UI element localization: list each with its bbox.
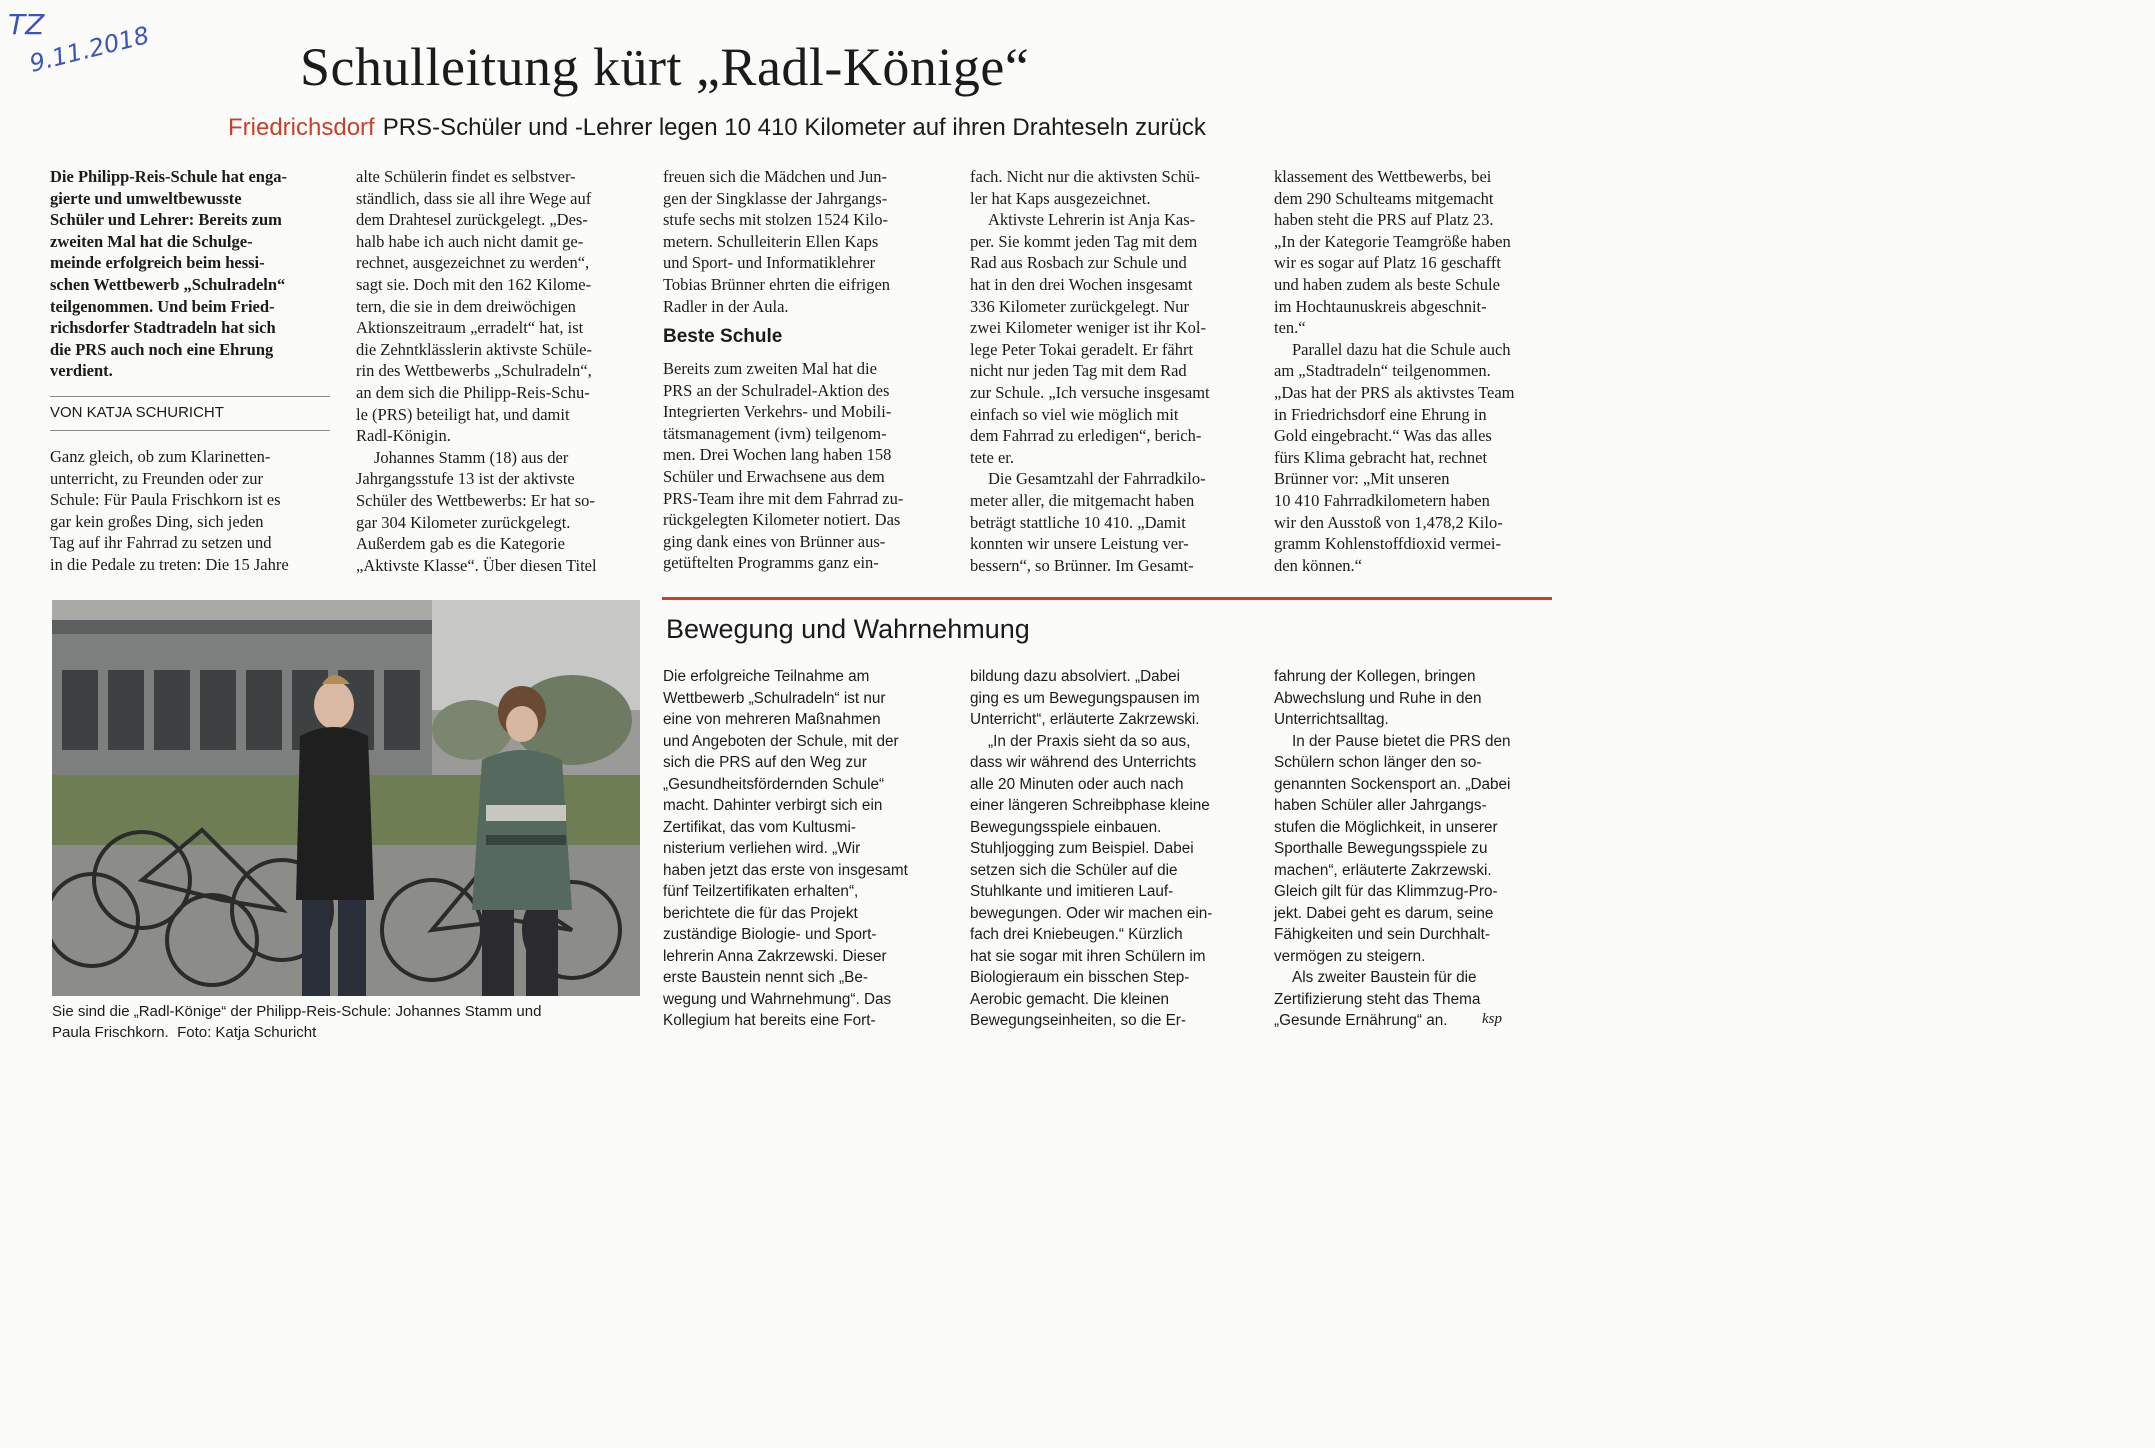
text-line: wegung und Wahrnehmung“. Das bbox=[663, 990, 892, 1008]
text-line: Parallel dazu hat die Schule auch bbox=[1292, 339, 1511, 359]
text-line: Fähigkeiten und sein Durchhalt- bbox=[1274, 926, 1490, 943]
text-line: dass wir während des Unterrichts bbox=[970, 754, 1197, 771]
text-line: meinde erfolgreich beim hessi- bbox=[50, 253, 265, 273]
text-line: hat sie sogar mit ihren Schülern im bbox=[970, 947, 1206, 965]
text-line: Bewegungsspiele einbauen. bbox=[970, 818, 1162, 836]
text-line: Zertifikat, das vom Kultusmi- bbox=[663, 818, 856, 836]
text-line: getüftelten Programms ganz ein- bbox=[663, 553, 879, 573]
text-line: schen Wettbewerb „Schulradeln“ bbox=[50, 274, 286, 294]
text-line: verdient. bbox=[50, 361, 113, 381]
lead-divider bbox=[50, 396, 330, 397]
text-line: „Das hat der PRS als aktivstes Team bbox=[1274, 382, 1515, 402]
text-line: ging es um Bewegungspausen im bbox=[970, 689, 1200, 707]
text-line: wir den Ausstoß von 1,478,2 Kilo- bbox=[1274, 512, 1503, 532]
article-headline: Schulleitung kürt „Radl-Könige“ bbox=[300, 37, 1030, 97]
text-line: tern, die sie in dem dreiwöchigen bbox=[356, 296, 576, 316]
text-line: Stuhljogging zum Beispiel. Dabei bbox=[970, 840, 1194, 857]
text-line: stufen die Möglichkeit, in unserer bbox=[1274, 818, 1498, 836]
handnote-date: 9.11.2018 bbox=[26, 21, 152, 78]
author-signature: ksp bbox=[1482, 1011, 1502, 1027]
text-line: ständlich, dass sie all ihre Wege auf bbox=[356, 188, 592, 208]
column-5-text bbox=[1274, 166, 1554, 576]
second-column-1-text bbox=[663, 666, 953, 1032]
text-line: gen der Singklasse der Jahrgangs- bbox=[663, 188, 888, 208]
text-line: dem Fahrrad zu erledigen“, berich- bbox=[970, 426, 1202, 446]
text-line: lege Peter Tokai geradelt. Er fährt bbox=[970, 339, 1194, 359]
text-line: bewegungen. Oder wir machen ein- bbox=[970, 904, 1213, 922]
text-line: „In der Kategorie Teamgröße haben bbox=[1274, 231, 1511, 251]
text-line: In der Pause bietet die PRS den bbox=[1292, 732, 1511, 750]
text-line: jekt. Dabei geht es darum, seine bbox=[1274, 904, 1494, 922]
article-photo bbox=[52, 600, 640, 996]
text-line: PRS an der Schulradel-Aktion des bbox=[663, 380, 890, 400]
text-line: Tobias Brünner ehrten die eifrigen bbox=[663, 274, 891, 294]
text-line: vermögen zu steigern. bbox=[1274, 947, 1426, 965]
text-line: sich die PRS auf den Weg zur bbox=[663, 754, 867, 771]
text-line: haben Schüler aller Jahrgangs- bbox=[1274, 797, 1487, 814]
text-line: unterricht, zu Freunden oder zur bbox=[50, 468, 264, 488]
text-line: einer längeren Schreibphase kleine bbox=[970, 797, 1210, 814]
text-line: Als zweiter Baustein für die bbox=[1292, 969, 1477, 986]
text-line: beträgt stattliche 10 410. „Damit bbox=[970, 512, 1186, 532]
text-line: einfach so viel wie möglich mit bbox=[970, 404, 1179, 424]
text-line: Bewegungseinheiten, so die Er- bbox=[970, 1012, 1186, 1029]
text-line: zwei Kilometer weniger ist ihr Kol- bbox=[970, 318, 1206, 338]
text-line: Radler in der Aula. bbox=[663, 296, 789, 316]
handnote-line1: TZ bbox=[8, 8, 45, 41]
column-2-text bbox=[356, 166, 636, 576]
text-line: haben jetzt das erste von insgesamt bbox=[663, 861, 908, 879]
text-line: „Gesundheitsfördernden Schule“ bbox=[663, 775, 885, 793]
text-line: Die Gesamtzahl der Fahrradkilo- bbox=[988, 469, 1206, 489]
second-article-heading: Bewegung und Wahrnehmung bbox=[666, 614, 1030, 644]
text-line: alte Schülerin findet es selbstver- bbox=[356, 167, 576, 186]
text-line: rin des Wettbewerbs „Schulradeln“, bbox=[356, 361, 592, 381]
text-line: genannten Sockensport an. „Dabei bbox=[1274, 775, 1511, 793]
column-1-text bbox=[50, 446, 330, 576]
text-line: am „Stadtradeln“ teilgenommen. bbox=[1274, 361, 1491, 381]
text-line: Die Philipp-Reis-Schule hat enga- bbox=[50, 167, 287, 186]
text-line: nicht nur jeden Tag mit dem Rad bbox=[970, 361, 1187, 381]
column-3-text bbox=[663, 166, 943, 317]
text-line: wir es sogar auf Platz 16 geschafft bbox=[1274, 253, 1501, 273]
text-line: alle 20 Minuten oder auch nach bbox=[970, 775, 1184, 793]
text-line: rückgelegten Kilometer notiert. Das bbox=[663, 510, 901, 530]
text-line: fach drei Kniebeugen.“ Kürzlich bbox=[970, 926, 1183, 943]
second-column-2-text bbox=[970, 666, 1260, 1032]
text-line: freuen sich die Mädchen und Jun- bbox=[663, 167, 888, 186]
text-line: 336 Kilometer zurückgelegt. Nur bbox=[970, 296, 1190, 316]
text-line: gar kein großes Ding, sich jeden bbox=[50, 511, 264, 531]
text-line: hat in den drei Wochen insgesamt bbox=[970, 274, 1193, 294]
text-line: Kollegium hat bereits eine Fort- bbox=[663, 1012, 876, 1029]
text-line: bessern“, so Brünner. Im Gesamt- bbox=[970, 555, 1194, 575]
text-line: zur Schule. „Ich versuche insgesamt bbox=[970, 382, 1210, 402]
column-3b-text bbox=[663, 358, 943, 574]
text-line: le (PRS) beteiligt hat, und damit bbox=[356, 404, 570, 424]
text-line: Brünner vor: „Mit unseren bbox=[1274, 469, 1450, 489]
text-line: erste Baustein nennt sich „Be- bbox=[663, 969, 868, 986]
text-line: fünf Teilzertifikaten erhalten“, bbox=[663, 883, 859, 900]
text-line: Schüler und Erwachsene aus dem bbox=[663, 466, 885, 486]
article-subheadline bbox=[228, 114, 1206, 142]
text-line: stufe sechs mit stolzen 1524 Kilo- bbox=[663, 210, 889, 230]
text-line: ging dank eines von Brünner aus- bbox=[663, 531, 886, 551]
text-line: zuständige Biologie- und Sport- bbox=[663, 926, 877, 943]
text-line: per. Sie kommt jeden Tag mit dem bbox=[970, 231, 1198, 251]
section-divider-red bbox=[662, 597, 1552, 600]
handwritten-date-note bbox=[2, 0, 172, 80]
section-heading-beste-schule: Beste Schule bbox=[663, 326, 783, 347]
text-line: in die Pedale zu treten: Die 15 Jahre bbox=[50, 554, 289, 574]
text-line: Tag auf ihr Fahrrad zu setzen und bbox=[50, 533, 272, 553]
photo-caption bbox=[52, 1001, 652, 1043]
text-line: Jahrgangsstufe 13 ist der aktivste bbox=[356, 469, 575, 489]
text-line: die Zehntklässlerin aktivste Schüle- bbox=[356, 339, 592, 359]
text-line: tete er. bbox=[970, 447, 1014, 467]
text-line: Integrierten Verkehrs- und Mobili- bbox=[663, 402, 892, 422]
text-line: Unterricht“, erläuterte Zakrzewski. bbox=[970, 711, 1200, 728]
text-line: die PRS auch noch eine Ehrung bbox=[50, 339, 274, 359]
column-4-text bbox=[970, 166, 1250, 576]
text-line: Aerobic gemacht. Die kleinen bbox=[970, 990, 1169, 1008]
text-line: Schule: Für Paula Frischkorn ist es bbox=[50, 490, 281, 510]
subheadline-text: PRS-Schüler und -Lehrer legen 10 410 Kilometer auf ihren Drahteseln zurück bbox=[382, 114, 1206, 141]
lead-paragraph bbox=[50, 166, 330, 382]
text-line: lehrerin Anna Zakrzewski. Dieser bbox=[663, 947, 887, 965]
text-line: setzen sich die Schüler auf die bbox=[970, 861, 1178, 879]
text-line: nisterium verliehen wird. „Wir bbox=[663, 840, 861, 857]
photo-illustration bbox=[52, 600, 640, 996]
text-line: tätsmanagement (ivm) teilgenom- bbox=[663, 423, 887, 443]
text-line: berichtete die für das Projekt bbox=[663, 904, 858, 922]
text-line: ler hat Kaps ausgezeichnet. bbox=[970, 188, 1151, 208]
text-line: fürs Klima gebracht hat, rechnet bbox=[1274, 447, 1488, 467]
caption-line-1: Sie sind die „Radl-Könige“ der Philipp-Reis-Schule: Johannes Stamm und bbox=[52, 1003, 542, 1020]
text-line: in Friedrichsdorf eine Ehrung in bbox=[1274, 404, 1487, 424]
text-line: Die erfolgreiche Teilnahme am bbox=[663, 668, 870, 685]
text-line: macht. Dahinter verbirgt sich ein bbox=[663, 797, 883, 814]
text-line: Aktionszeitraum „erradelt“ hat, ist bbox=[356, 318, 584, 338]
text-line: Wettbewerb „Schulradeln“ ist nur bbox=[663, 689, 886, 707]
text-line: Ganz gleich, ob zum Klarinetten- bbox=[50, 447, 271, 466]
text-line: Sporthalle Bewegungsspiele zu bbox=[1274, 840, 1488, 857]
text-line: Radl-Königin. bbox=[356, 426, 451, 446]
text-line: und haben zudem als beste Schule bbox=[1274, 274, 1500, 294]
text-line: Schüler und Lehrer: Bereits zum bbox=[50, 210, 282, 230]
text-line: Abwechslung und Ruhe in den bbox=[1274, 689, 1482, 707]
text-line: meter aller, die mitgemacht haben bbox=[970, 490, 1195, 510]
text-line: zweiten Mal hat die Schulge- bbox=[50, 231, 253, 251]
text-line: fach. Nicht nur die aktivsten Schü- bbox=[970, 167, 1201, 186]
text-line: und Angeboten der Schule, mit der bbox=[663, 732, 899, 750]
text-line: metern. Schulleiterin Ellen Kaps bbox=[663, 231, 879, 251]
text-line: und Sport- und Informatiklehrer bbox=[663, 253, 876, 273]
text-line: bildung dazu absolviert. „Dabei bbox=[970, 668, 1181, 685]
text-line: den können.“ bbox=[1274, 555, 1362, 575]
text-line: teilgenommen. Und beim Fried- bbox=[50, 296, 275, 316]
text-line: rechnet, ausgezeichnet zu werden“, bbox=[356, 253, 590, 273]
text-line: machen“, erläuterte Zakrzewski. bbox=[1274, 861, 1492, 879]
text-line: men. Drei Wochen lang haben 158 bbox=[663, 445, 892, 465]
text-line: Bereits zum zweiten Mal hat die bbox=[663, 359, 877, 378]
text-line: Schülern schon länger den so- bbox=[1274, 754, 1482, 771]
text-line: ten.“ bbox=[1274, 318, 1306, 338]
text-line: haben steht die PRS auf Platz 23. bbox=[1274, 210, 1494, 230]
text-line: Johannes Stamm (18) aus der bbox=[374, 447, 569, 467]
text-line: Außerdem gab es die Kategorie bbox=[356, 534, 565, 554]
text-line: dem 290 Schulteams mitgemacht bbox=[1274, 188, 1494, 208]
text-line: Aktivste Lehrerin ist Anja Kas- bbox=[988, 210, 1196, 230]
text-line: klassement des Wettbewerbs, bei bbox=[1274, 167, 1492, 186]
text-line: dem Drahtesel zurückgelegt. „Des- bbox=[356, 210, 588, 230]
text-line: Gold eingebracht.“ Was das alles bbox=[1274, 426, 1492, 446]
text-line: im Hochtaunuskreis abgeschnit- bbox=[1274, 296, 1487, 316]
text-line: an dem sich die Philipp-Reis-Schu- bbox=[356, 382, 590, 402]
text-line: fahrung der Kollegen, bringen bbox=[1274, 668, 1476, 685]
text-line: PRS-Team ihre mit dem Fahrrad zu- bbox=[663, 488, 904, 508]
byline: VON KATJA SCHURICHT bbox=[50, 404, 224, 421]
text-line: richsdorfer Stadtradeln hat sich bbox=[50, 318, 276, 338]
text-line: konnten wir unsere Leistung ver- bbox=[970, 534, 1189, 554]
location-label: Friedrichsdorf bbox=[228, 114, 375, 141]
text-line: Zertifizierung steht das Thema bbox=[1274, 990, 1481, 1008]
text-line: gar 304 Kilometer zurückgelegt. bbox=[356, 512, 571, 532]
text-line: gierte und umweltbewusste bbox=[50, 188, 242, 208]
text-line: „Aktivste Klasse“. Über diesen Titel bbox=[356, 555, 597, 575]
text-line: 10 410 Fahrradkilometern haben bbox=[1274, 490, 1490, 510]
text-line: Gleich gilt für das Klimmzug-Pro- bbox=[1274, 883, 1498, 900]
text-line: Stuhlkante und imitieren Lauf- bbox=[970, 883, 1174, 900]
text-line: Rad aus Rosbach zur Schule und bbox=[970, 253, 1187, 273]
text-line: eine von mehreren Maßnahmen bbox=[663, 711, 881, 728]
text-line: Unterrichtsalltag. bbox=[1274, 711, 1389, 728]
text-line: Schüler des Wettbewerbs: Er hat so- bbox=[356, 490, 595, 510]
photo-credit: Foto: Katja Schuricht bbox=[177, 1024, 317, 1041]
text-line: „Gesunde Ernährung“ an. bbox=[1274, 1012, 1448, 1029]
text-line: halb habe ich auch nicht damit ge- bbox=[356, 231, 584, 251]
text-line: Biologieraum ein bisschen Step- bbox=[970, 969, 1190, 986]
byline-divider bbox=[50, 430, 330, 431]
text-line: „In der Praxis sieht da so aus, bbox=[988, 732, 1191, 750]
second-column-3-text bbox=[1274, 666, 1564, 1032]
text-line: sagt sie. Doch mit den 162 Kilome- bbox=[356, 274, 592, 294]
text-line: gramm Kohlenstoffdioxid vermei- bbox=[1274, 534, 1501, 554]
caption-line-2: Paula Frischkorn. bbox=[52, 1024, 169, 1041]
